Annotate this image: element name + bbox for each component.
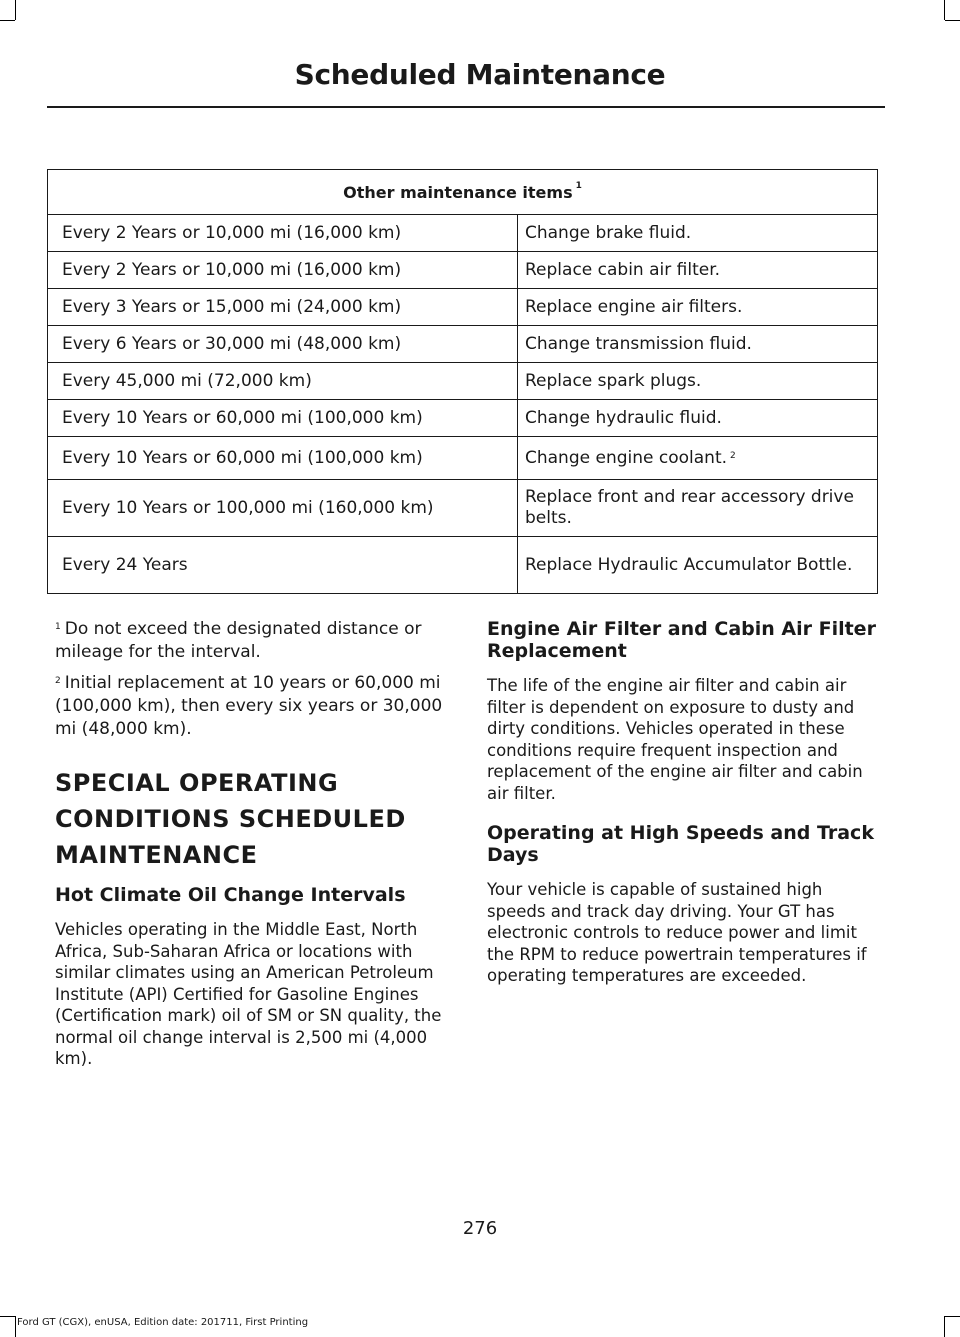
action-text: Replace spark plugs.	[525, 370, 702, 391]
table-row	[48, 480, 878, 537]
interval-cell: Every 24 Years	[48, 537, 518, 594]
action-text: Replace cabin air filter.	[525, 259, 721, 280]
action-cell	[518, 437, 878, 480]
high-speed-heading: Operating at High Speeds and Track Days	[487, 822, 874, 866]
table-row	[48, 537, 878, 594]
interval-cell: Every 6 Years or 30,000 mi (48,000 km)	[48, 326, 518, 363]
table-row	[48, 437, 878, 480]
footnote-mark: 2	[55, 676, 61, 686]
interval-cell: Every 3 Years or 15,000 mi (24,000 km)	[48, 289, 518, 326]
table-row	[48, 326, 878, 363]
footnote-mark: 1	[55, 622, 61, 632]
action-text: Replace front and rear accessory drive belts.	[525, 487, 854, 528]
edition-footer: Ford GT (CGX), enUSA, Edition date: 201711, First Printing	[17, 1317, 309, 1328]
section-heading-line: CONDITIONS SCHEDULED	[55, 805, 406, 833]
interval-cell: Every 2 Years or 10,000 mi (16,000 km)	[48, 215, 518, 252]
crop-mark	[944, 0, 945, 20]
action-text: Change transmission fluid.	[525, 333, 752, 354]
action-footnote-mark: 2	[730, 450, 736, 461]
table-row	[48, 400, 878, 437]
footnote-text: Initial replacement at 10 years or 60,000 mi (100,000 km), then every six years or 30,000 mi (48,000 km).	[55, 673, 443, 739]
crop-mark	[945, 20, 960, 21]
table-caption-footnote-mark: 1	[575, 180, 582, 191]
high-speed-body: Your vehicle is capable of sustained high speeds and track day driving. Your GT has electronic controls to reduce power and limit the RPM to reduce powertrain temperatures if operating temperatures are exceeded.	[487, 880, 867, 985]
action-cell	[518, 363, 878, 400]
page-title: Scheduled Maintenance	[294, 58, 666, 91]
footnote-text: Do not exceed the designated distance or mileage for the interval.	[55, 619, 422, 662]
crop-mark	[0, 1316, 15, 1317]
maintenance-table	[47, 169, 878, 594]
title-divider	[47, 106, 885, 108]
crop-mark	[15, 1316, 16, 1337]
action-cell	[518, 537, 878, 594]
interval-cell: Every 10 Years or 100,000 mi (160,000 km)	[48, 480, 518, 537]
table-row	[48, 363, 878, 400]
hot-climate-body: Vehicles operating in the Middle East, North Africa, Sub-Saharan Africa or locations with similar climates using an American Petroleum Institute (API) Certified for Gasoline Engines (Certification mark) oil of SM or SN quality, the normal oil change interval is 2,500 mi (4,000 km).	[55, 920, 442, 1068]
action-cell	[518, 289, 878, 326]
crop-mark	[945, 1316, 960, 1317]
table-caption	[48, 170, 878, 215]
right-column	[487, 618, 882, 1005]
crop-mark	[944, 1316, 945, 1337]
interval-cell: Every 45,000 mi (72,000 km)	[48, 363, 518, 400]
section-heading	[55, 769, 450, 870]
action-cell	[518, 252, 878, 289]
action-text: Replace Hydraulic Accumulator Bottle.	[525, 554, 853, 575]
interval-cell: Every 10 Years or 60,000 mi (100,000 km)	[48, 437, 518, 480]
hot-climate-heading: Hot Climate Oil Change Intervals	[55, 884, 406, 906]
table-caption-text: Other maintenance items	[343, 182, 573, 202]
air-filter-body: The life of the engine air filter and cabin air filter is dependent on exposure to dusty and dirty conditions. Vehicles operated in these conditions require frequent inspection and replacement of the engine air filter and cabin air filter.	[487, 676, 863, 803]
section-heading-line: MAINTENANCE	[55, 841, 258, 869]
action-cell	[518, 400, 878, 437]
table-row	[48, 215, 878, 252]
table-row	[48, 289, 878, 326]
action-text: Change hydraulic fluid.	[525, 407, 722, 428]
action-text: Replace engine air filters.	[525, 296, 743, 317]
page-number: 276	[462, 1218, 498, 1239]
table-row	[48, 252, 878, 289]
section-heading-line: SPECIAL OPERATING	[55, 769, 339, 797]
action-cell	[518, 480, 878, 537]
crop-mark	[15, 0, 16, 20]
action-text: Change engine coolant.	[525, 447, 728, 468]
footnote-1	[55, 618, 450, 664]
action-cell	[518, 215, 878, 252]
action-text: Change brake fluid.	[525, 222, 692, 243]
action-cell	[518, 326, 878, 363]
left-column	[55, 618, 450, 1088]
interval-cell: Every 2 Years or 10,000 mi (16,000 km)	[48, 252, 518, 289]
footnote-2	[55, 672, 450, 741]
interval-cell: Every 10 Years or 60,000 mi (100,000 km)	[48, 400, 518, 437]
air-filter-heading: Engine Air Filter and Cabin Air Filter Replacement	[487, 618, 876, 662]
crop-mark	[0, 20, 15, 21]
